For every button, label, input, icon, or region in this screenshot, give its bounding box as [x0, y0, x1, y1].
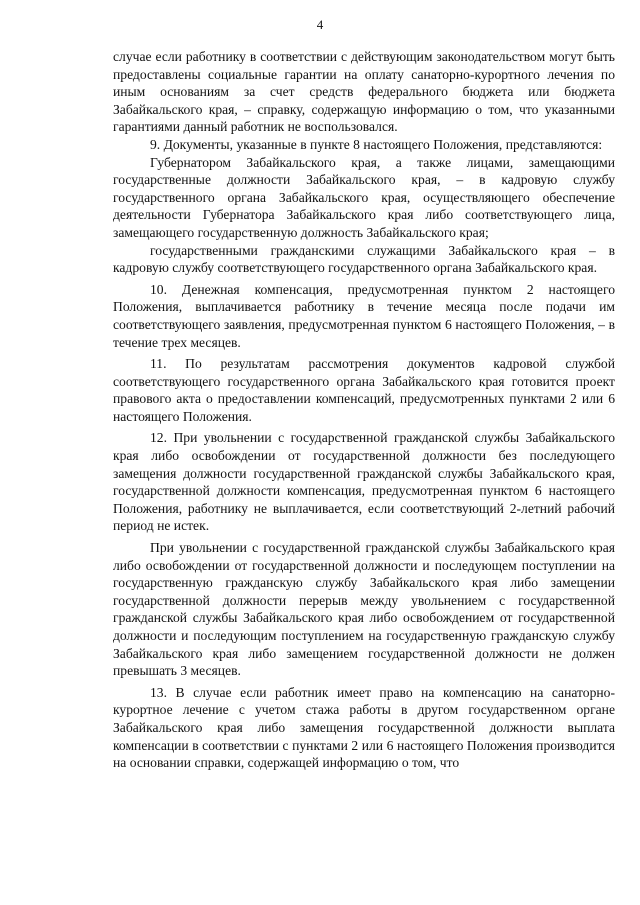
- paragraph-item-13: 13. В случае если работник имеет право на компенсацию на санаторно-курортное лечение с учетом стажа работы в другом государственном органе Забайкальского края либо замещения государственной должности выплата компенсации в соответствии с пунктами 2 или 6 настоящего Положения производится на основании справки, содержащей информацию о том, что: [113, 684, 615, 771]
- paragraph-item-11: 11. По результатам рассмотрения документов кадровой службой соответствующего государственного органа Забайкальского края готовится проект правового акта о предоставлении компенсаций, предусмотренных пунктами 2 или 6 настоящего Положения.: [113, 356, 615, 424]
- paragraph-item-10: 10. Денежная компенсация, предусмотренная пунктом 2 настоящего Положения, выплачивается работнику в течение месяца после подачи им соответствующего заявления, предусмотренная пунктом 6 настоящего Положения, – в течение трех месяцев.: [113, 281, 615, 350]
- paragraph-governor-submission: Губернатором Забайкальского края, а также лицами, замещающими государственные должности Забайкальского края, – в кадровую службу государственного органа Забайкальского края, осуществляющего обеспечение деятельности Губернатора Забайкальского края либо соответствующего лица, замещающего государственную должность Забайкальского края;: [113, 154, 615, 240]
- paragraph-continuation: случае если работнику в соответствии с действующим законодательством могут быть предоставлены социальные гарантии на оплату санаторно-курортного лечения по иным основаниям за счет средств федерального бюджета или бюджета Забайкальского края, – справку, содержащую информацию о том, что указанными гарантиями данный работник не воспользовался.: [113, 49, 615, 135]
- paragraph-item-12-continued: При увольнении с государственной гражданской службы Забайкальского края либо освобождении от государственной должности и последующем поступлении на государственную гражданскую службу Забайкальского края либо замещении государственной должности перерыв между увольнением с государственной гражданской службы Забайкальского края либо освобождением от государственной должности и последующим поступлением на государственную гражданскую службу Забайкальского края либо замещением государственной должности не должен превышать 3 месяцев.: [113, 540, 615, 679]
- paragraph-item-12: 12. При увольнении с государственной гражданской службы Забайкальского края либо освобождении от государственной должности без последующего замещения должности государственной гражданской службы Забайкальского края, государственной должности компенсация, предусмотренная пунктом 6 настоящего Положения, работнику не выплачивается, если соответствующий 2-летний рабочий период не истек.: [113, 430, 615, 534]
- paragraph-item-9: 9. Документы, указанные в пункте 8 настоящего Положения, представляются:: [150, 136, 603, 152]
- paragraph-civil-servants-submission: государственными гражданскими служащими Забайкальского края – в кадровую службу соответствующего государственного органа Забайкальского края.: [113, 242, 615, 276]
- page-number: 4: [316, 17, 324, 32]
- document-body: [113, 48, 615, 772]
